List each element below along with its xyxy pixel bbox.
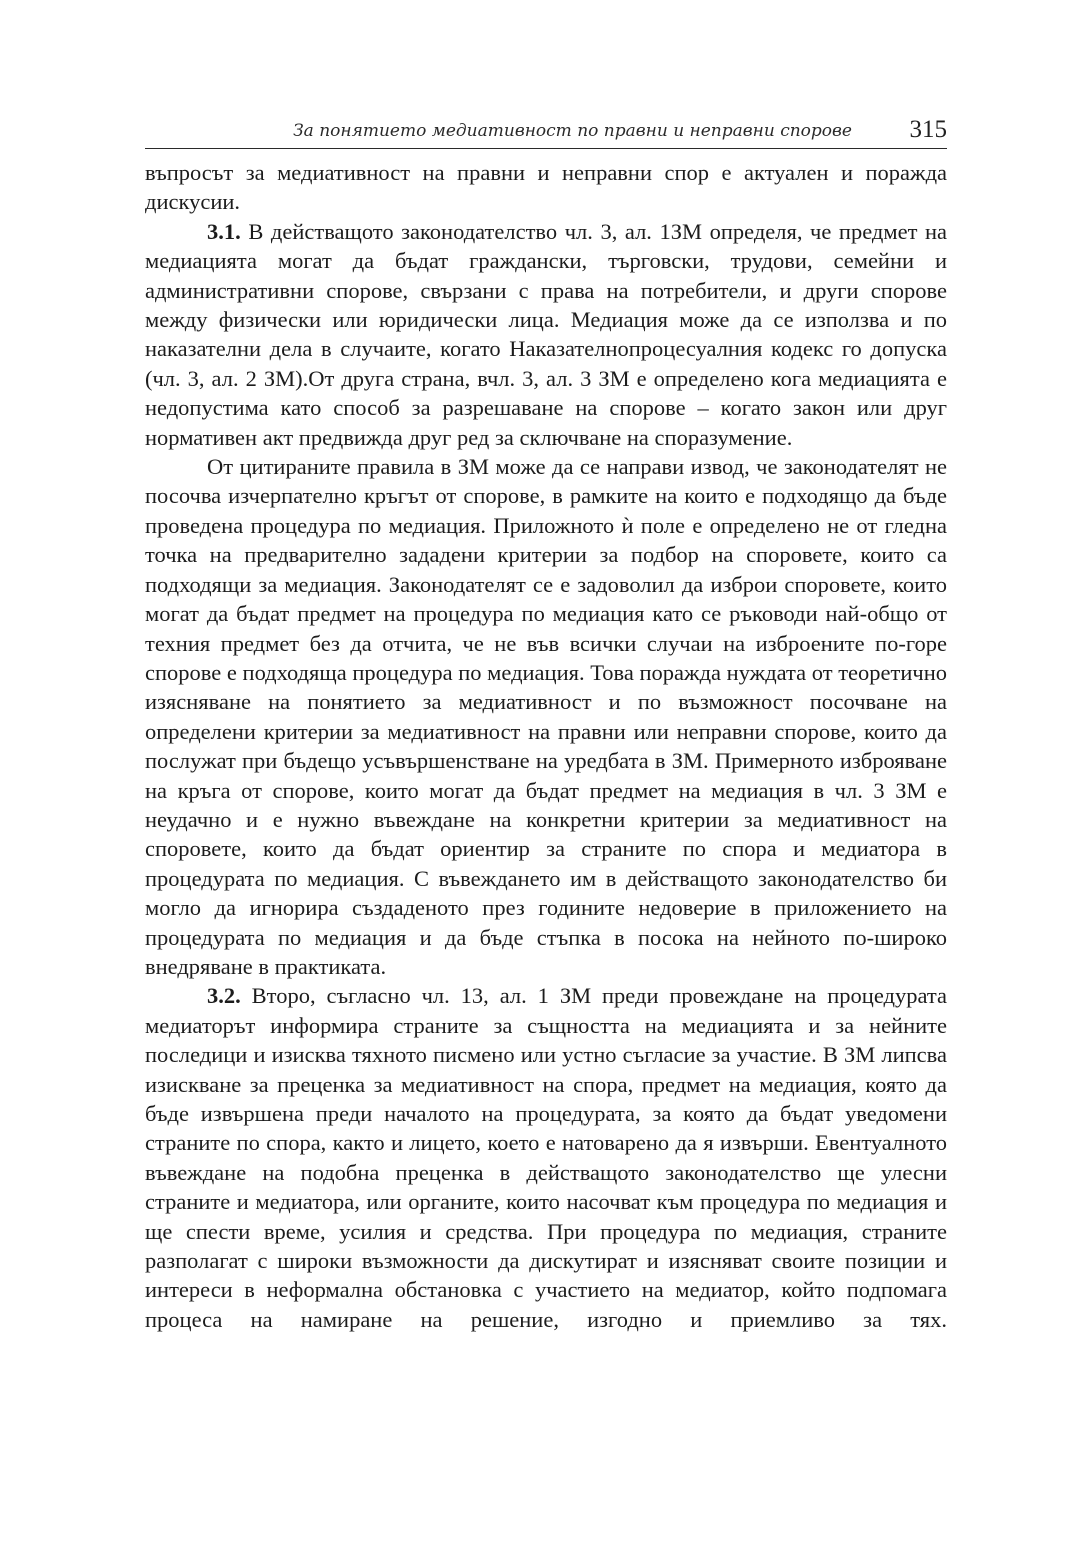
page-number: 315: [909, 116, 947, 143]
body-text: [145, 158, 947, 1334]
section-number: 3.2.: [207, 983, 241, 1009]
paragraph-section-3-2: [145, 981, 947, 1334]
running-title: За понятието медиативност по правни и неправни спорове: [293, 121, 852, 141]
section-number: 3.1.: [207, 218, 241, 244]
paragraph-text: Второ, съгласно чл. 13, ал. 1 ЗМ преди провеждане на процедурата медиаторът информира страните за същността на медиацията и за нейните последици и изисква тяхното писмено или устно съгласие за участие. В ЗМ липсва изискване за преценка за медиативност на спора, предмет на медиация, която да бъде извършена преди началото на процедурата, за която да бъдат уведомени страните по спора, както и лицето, което е натоварено да я извърши. Евентуалното въвеждане на подобна преценка в действащото законодателство ще улесни страните и медиатора, или органите, които насочват към процедура по медиация и ще спести време, усилия и средства. При процедура по медиация, страните разполагат с широки възможности да дискутират и изясняват своите позиции и интереси в неформална обстановка с участието на медиатор, който подпомага процеса на намиране на решение, изгодно и приемливо за тях.: [145, 983, 947, 1332]
paragraph-continued: [145, 158, 947, 217]
paragraph-section-3-1: [145, 217, 947, 452]
paragraph-text: В действащото законодателство чл. 3, ал. 1ЗМ определя, че предмет на медиацията могат да бъдат граждански, търговски, трудови, семейни и административни спорове, свързани с права на потребители, и други спорове между физически или юридически лица. Медиация може да се използва и по наказателни дела в случаите, когато Наказателнопроцесуалния кодекс го допуска (чл. 3, ал. 2 ЗМ).От друга страна, вчл. 3, ал. 3 ЗМ е определено кога медиацията е недопустима като способ за разрешаване на спорове – когато закон или друг нормативен акт предвижда друг ред за сключване на споразумение.: [145, 218, 947, 450]
paragraph-text: От цитираните правила в ЗМ може да се направи извод, че законодателят не посочва изчерпателно кръгът от спорове, в рамките на които е подходящо да бъде проведена процедура по медиация. Приложното ѝ поле е определено не от гледна точка на предварително зададени критерии за подбор на споровете, които са подходящи за медиация. Законодателят се е задоволил да изброи споровете, които могат да бъдат предмет на процедура по медиация като се ръководи най-общо от техния предмет без да отчита, че не във всички случаи на изброените по-горе спорове е подходяща процедура по медиация. Това поражда нуждата от теоретично изясняване на понятието за медиативност и по възможност посочване на определени критерии за медиативност на правни или неправни спорове, които да послужат при бъдещо усъвършенстване на уредбата в ЗМ. Примерното изброяване на кръга от спорове, които могат да бъдат предмет на медиация в чл. 3 ЗМ е неудачно и е нужно въвеждане на конкретни критерии за медиативност на споровете, които да бъдат ориентир за страните по спора и медиатора в процедурата по медиация. С въвеждането им в действащото законодателство би могло да игнорира създаденото през годините недоверие в приложението на процедурата по медиация и да бъде стъпка в посока на нейното по-широко внедряване в практиката.: [145, 454, 947, 979]
running-header: [145, 112, 947, 149]
paragraph-text: въпросът за медиативност на правни и неправни спор е актуален и поражда дискусии.: [145, 160, 947, 215]
paragraph-analysis: [145, 452, 947, 981]
